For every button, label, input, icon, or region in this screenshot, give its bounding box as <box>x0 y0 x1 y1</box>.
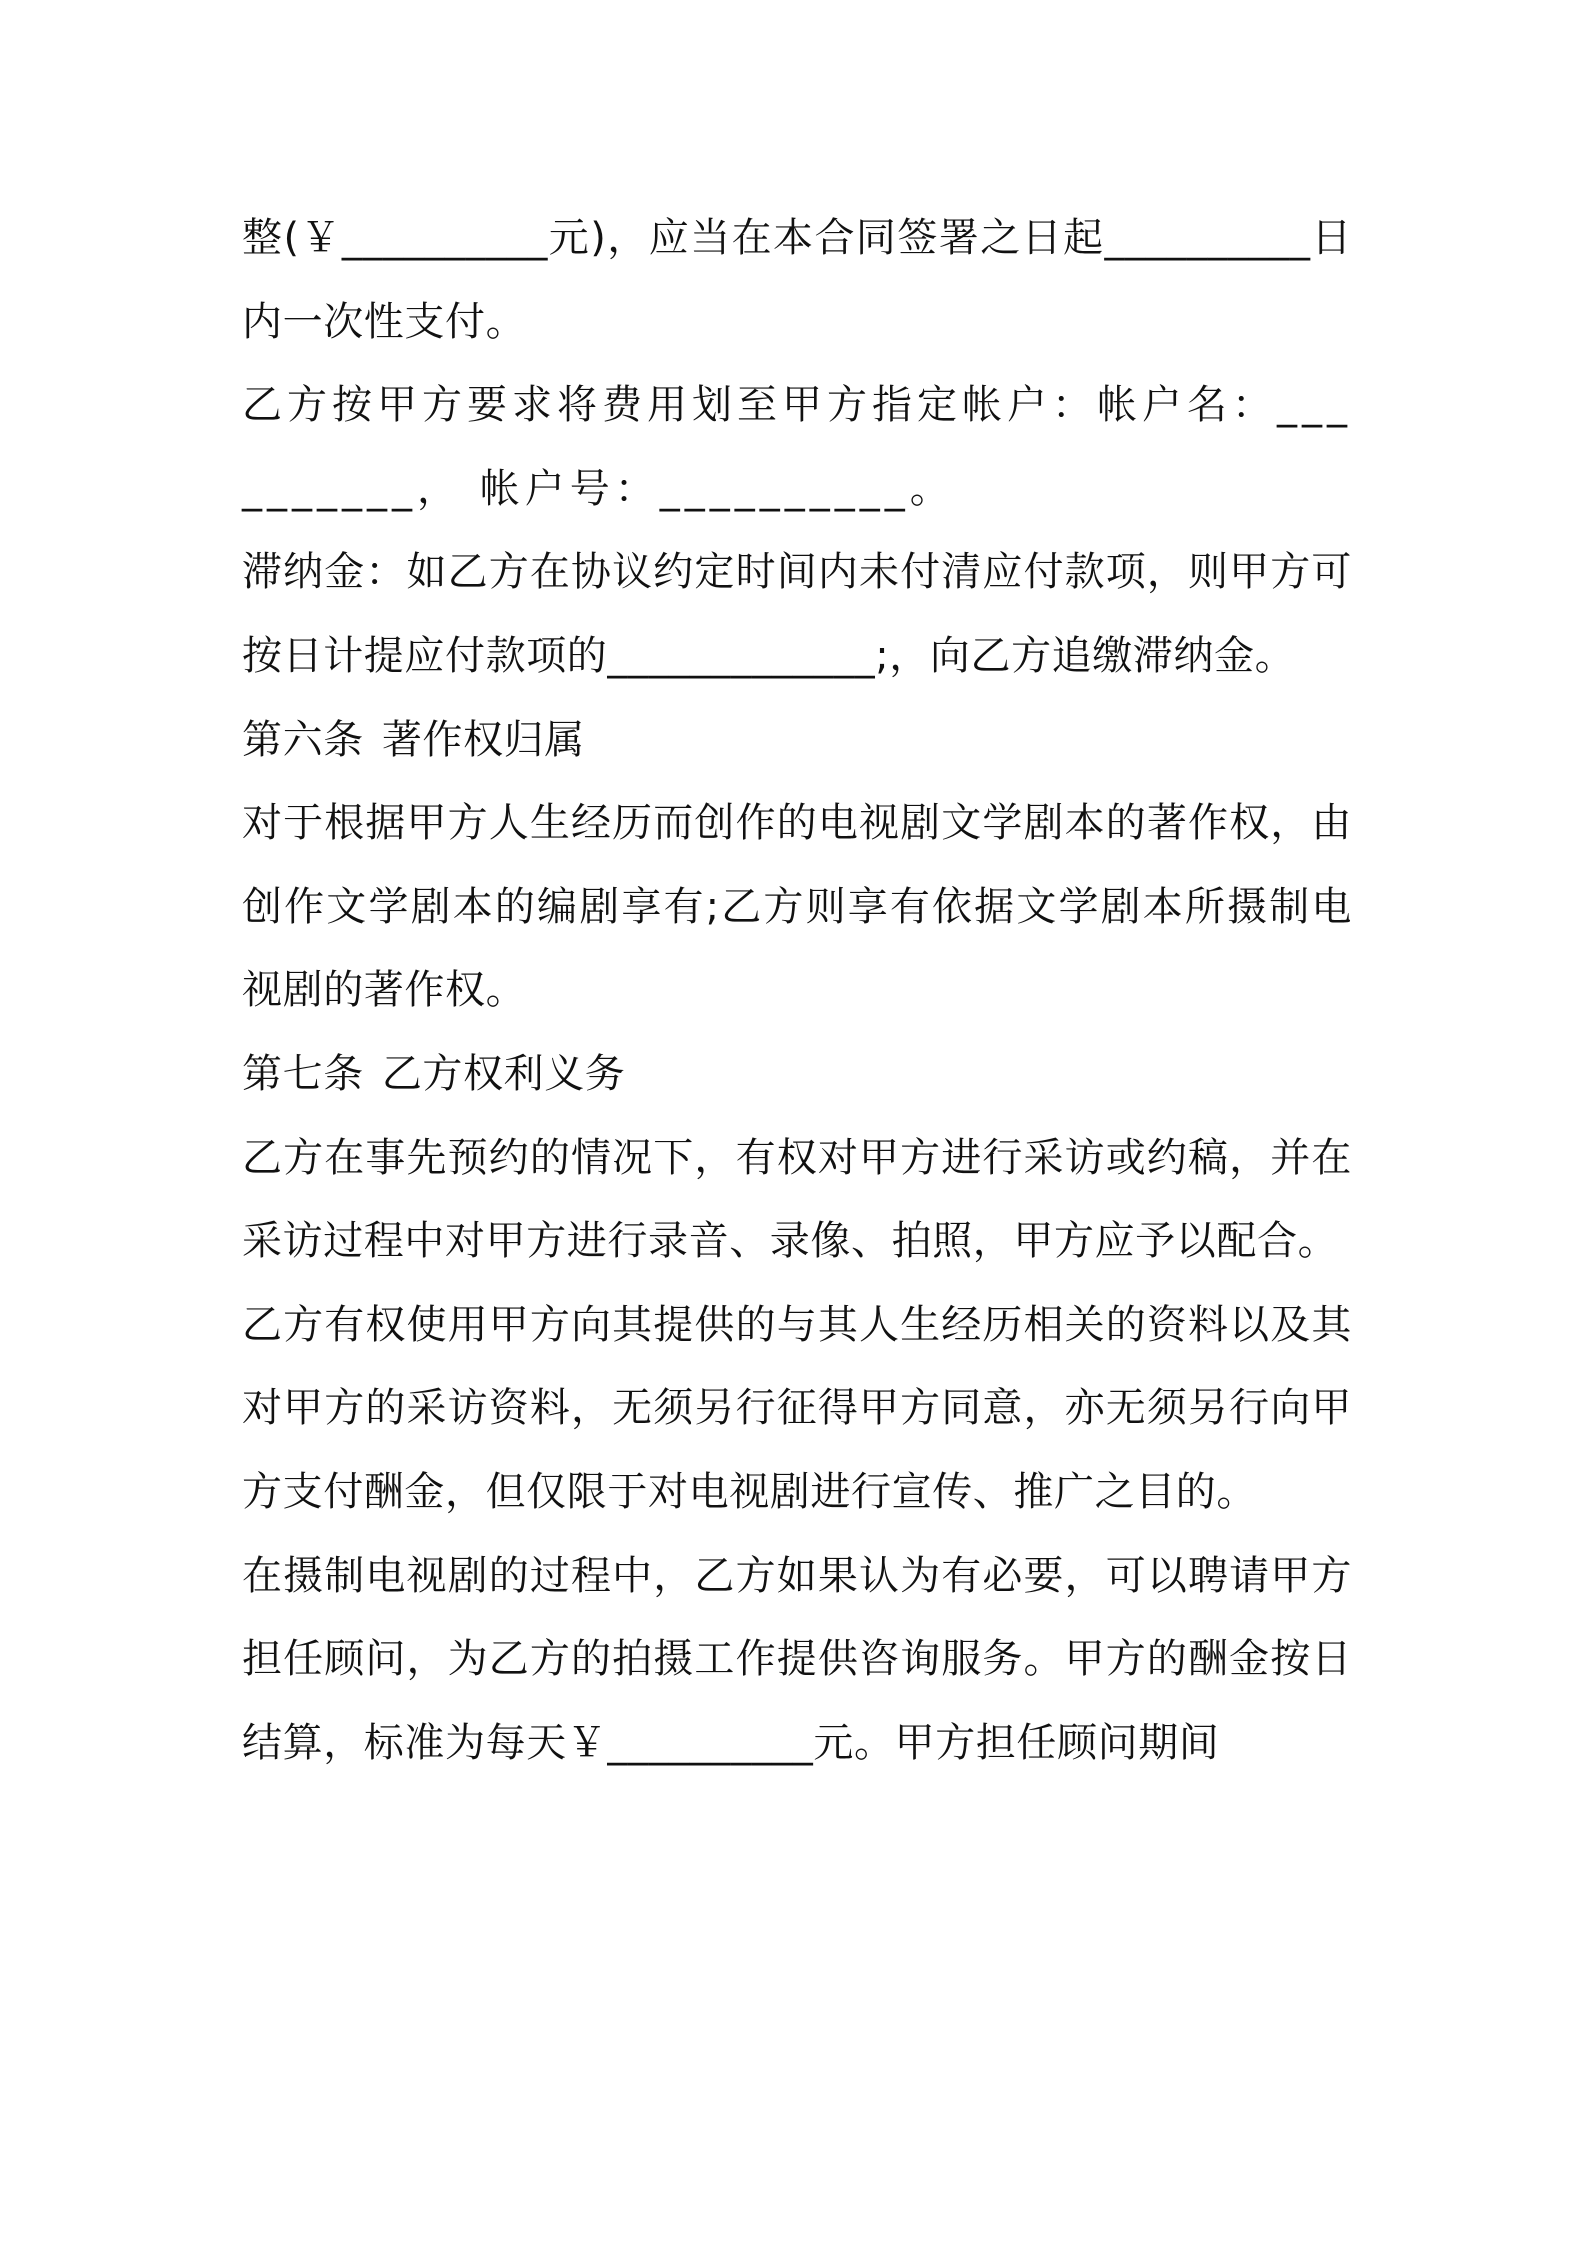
paragraph-material-usage: 乙方有权使用甲方向其提供的与其人生经历相关的资料以及其对甲方的采访资料，无须另行征得甲方同意，亦无须另行向甲方支付酬金，但仅限于对电视剧进行宣传、推广之目的。 <box>242 1301 1352 1515</box>
paragraph-late-fee: 滞纳金：如乙方在协议约定时间内未付清应付款项，则甲方可按日计提应付款项的_____________;，向乙方追缴滞纳金。 <box>242 549 1352 679</box>
paragraph-interview-rights: 乙方在事先预约的情况下，有权对甲方进行采访或约稿，并在采访过程中对甲方进行录音、录像、拍照，甲方应予以配合。 <box>242 1134 1352 1265</box>
document-body <box>242 197 1352 1785</box>
article-title: 著作权归属 <box>381 716 585 763</box>
article-title: 乙方权利义务 <box>381 1050 626 1097</box>
article-number: 第六条 <box>242 716 364 763</box>
heading-article-7 <box>242 1033 1352 1117</box>
heading-article-6 <box>242 699 1352 783</box>
article-number: 第七条 <box>242 1050 364 1097</box>
paragraph-copyright: 对于根据甲方人生经历而创作的电视剧文学剧本的著作权，由创作文学剧本的编剧享有;乙方则享有依据文学剧本所摄制电视剧的著作权。 <box>242 800 1352 1014</box>
paragraph-payment-deadline: 整(￥__________元)，应当在本合同签署之日起__________日内一次性支付。 <box>242 215 1352 345</box>
paragraph-account-info: 乙方按甲方要求将费用划至甲方指定帐户：帐户名：__________， 帐户号：__________。 <box>242 382 1352 512</box>
paragraph-consultant: 在摄制电视剧的过程中，乙方如果认为有必要，可以聘请甲方担任顾问，为乙方的拍摄工作提供咨询服务。甲方的酬金按日结算，标准为每天￥__________元。甲方担任顾问期间 <box>242 1552 1352 1766</box>
